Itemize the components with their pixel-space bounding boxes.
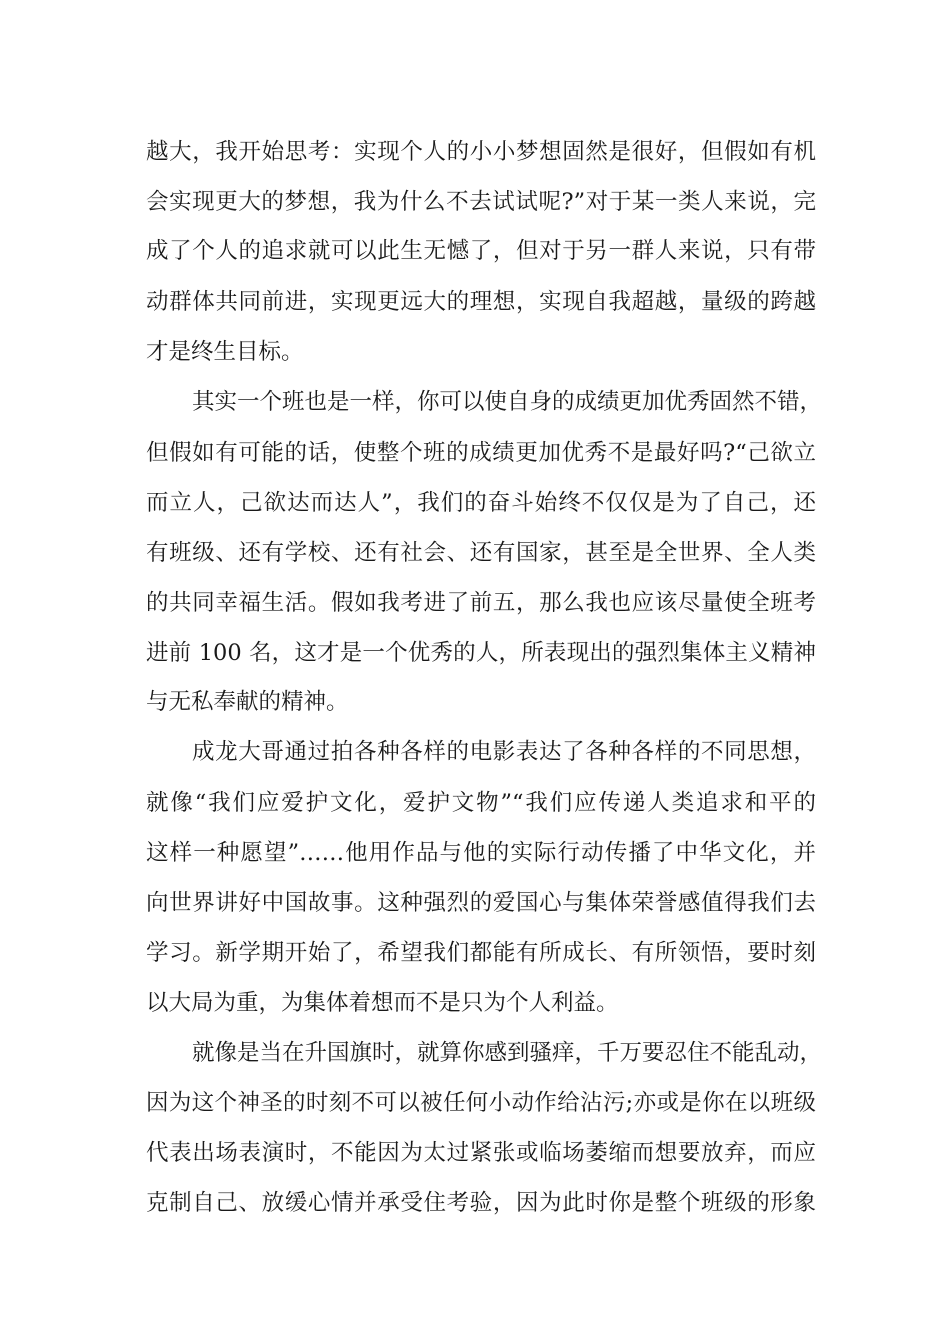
text-line: 而立人，己欲达而达人”，我们的奋斗始终不仅仅是为了自己，还: [146, 490, 816, 516]
text-line: 的共同幸福生活。假如我考进了前五，那么我也应该尽量使全班考: [146, 590, 816, 616]
paragraph-first-line: 就像是当在升国旗时，就算你感到骚痒，千万要忍住不能乱动，: [192, 1040, 823, 1066]
text-line: 与无私奉献的精神。: [146, 689, 349, 715]
paragraph-first-line: 成龙大哥通过拍各种各样的电影表达了各种各样的不同思想，: [192, 739, 816, 765]
text-line: 有班级、还有学校、还有社会、还有国家，甚至是全世界、全人类: [146, 540, 816, 566]
text-line: 以大局为重，为集体着想而不是只为个人利益。: [146, 990, 619, 1016]
text-line: 向世界讲好中国故事。这种强烈的爱国心与集体荣誉感值得我们去: [146, 890, 816, 916]
text-line: 但假如有可能的话，使整个班的成绩更加优秀不是最好吗?“己欲立: [146, 440, 816, 466]
text-line: 成了个人的追求就可以此生无憾了，但对于另一群人来说，只有带: [146, 238, 816, 264]
text-line: 动群体共同前进，实现更远大的理想，实现自我超越，量级的跨越: [146, 289, 816, 315]
text-line: 就像“我们应爱护文化，爱护文物”“我们应传递人类追求和平的: [146, 790, 816, 816]
text-line: 因为这个神圣的时刻不可以被任何小动作给沾污;亦或是你在以班级: [146, 1090, 816, 1116]
text-line: 才是终生目标。: [146, 339, 304, 365]
text-line: 学习。新学期开始了，希望我们都能有所成长、有所领悟，要时刻: [146, 940, 816, 966]
paragraph-first-line: 其实一个班也是一样，你可以使自身的成绩更加优秀固然不错，: [192, 389, 823, 415]
text-line: 这样一种愿望”……他用作品与他的实际行动传播了中华文化，并: [146, 840, 816, 866]
text-line: 会实现更大的梦想，我为什么不去试试呢?”对于某一类人来说，完: [146, 189, 816, 215]
text-line: 代表出场表演时，不能因为太过紧张或临场萎缩而想要放弃，而应: [146, 1140, 816, 1166]
text-line: 越大，我开始思考：实现个人的小小梦想固然是很好，但假如有机: [146, 139, 816, 165]
text-line: 克制自己、放缓心情并承受住考验，因为此时你是整个班级的形象: [146, 1190, 816, 1216]
text-line: 进前 100 名，这才是一个优秀的人，所表现出的强烈集体主义精神: [146, 640, 816, 666]
